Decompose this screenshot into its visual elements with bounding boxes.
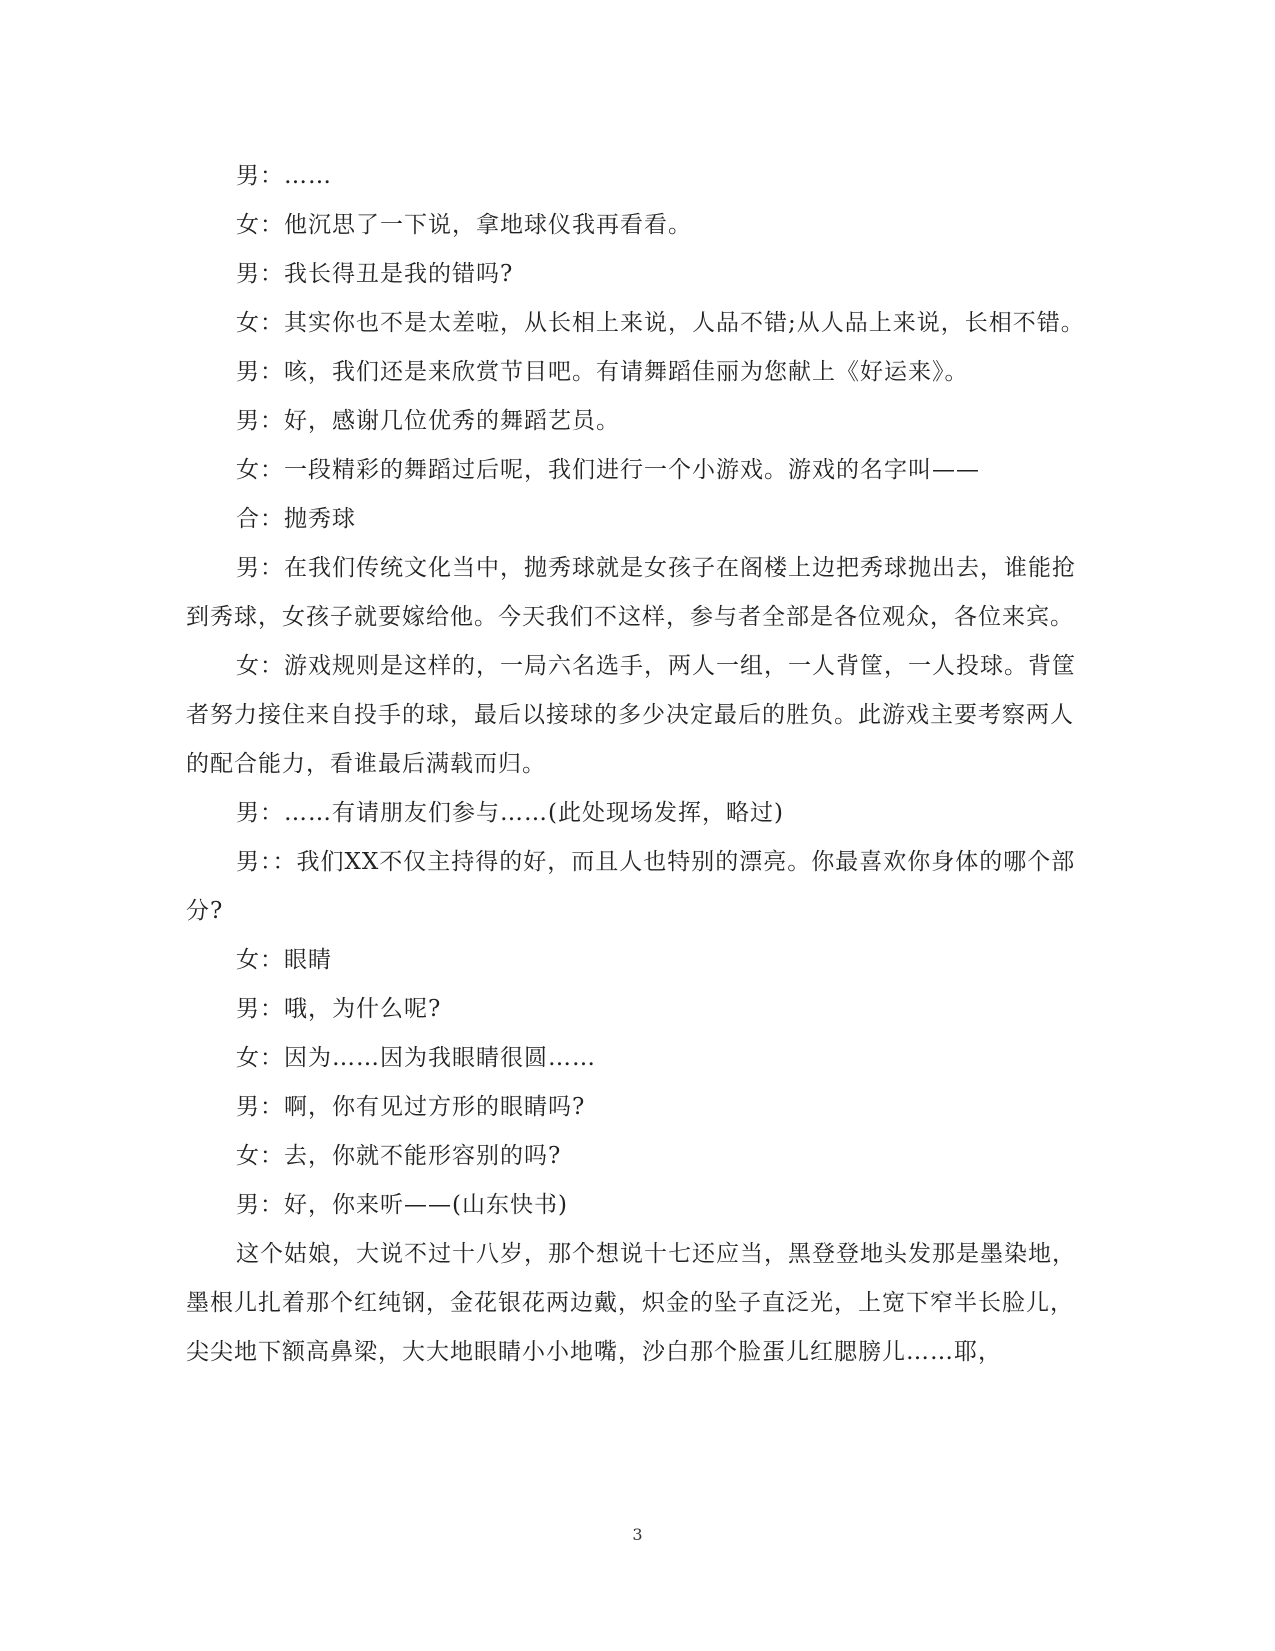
dialogue-line: 女：其实你也不是太差啦，从长相上来说，人品不错;从人品上来说，长相不错。 [236, 310, 1085, 336]
dialogue-line: 男：……有请朋友们参与……(此处现场发挥，略过) [236, 800, 784, 826]
dialogue-line: 男：在我们传统文化当中，抛秀球就是女孩子在阁楼上边把秀球抛出去，谁能抢到秀球，女孩子就要嫁给他。今天我们不这样，参与者全部是各位观众，各位来宾。 [186, 555, 1076, 630]
dialogue-line: 男：哦，为什么呢? [236, 996, 442, 1022]
dialogue-line: 男：…… [236, 163, 332, 189]
dialogue-line: 女：因为……因为我眼睛很圆…… [236, 1045, 596, 1071]
dialogue-line: 合：抛秀球 [236, 506, 356, 532]
dialogue-line: 男：啊，你有见过方形的眼睛吗? [236, 1094, 586, 1120]
dialogue-line: 女：他沉思了一下说，拿地球仪我再看看。 [236, 212, 692, 238]
page-number: 3 [632, 1525, 643, 1544]
dialogue-line: 男：咳，我们还是来欣赏节目吧。有请舞蹈佳丽为您献上《好运来》。 [236, 359, 969, 385]
verse-paragraph: 这个姑娘，大说不过十八岁，那个想说十七还应当，黑登登地头发那是墨染地，墨根儿扎着那个红纯钢，金花银花两边戴，炽金的坠子直泛光，上宽下窄半长脸儿，尖尖地下额高鼻梁，大大地眼睛小小地嘴，沙白那个脸蛋儿红腮膀儿……耶， [186, 1241, 1076, 1365]
document-body [186, 152, 1086, 1377]
dialogue-line: 女：去，你就不能形容别的吗? [236, 1143, 562, 1169]
dialogue-line: 女：一段精彩的舞蹈过后呢，我们进行一个小游戏。游戏的名字叫—— [236, 457, 980, 483]
dialogue-line: 男：我长得丑是我的错吗? [236, 261, 514, 287]
dialogue-line: 男：好，你来听——(山东快书) [236, 1192, 568, 1218]
dialogue-line: 女：眼睛 [236, 947, 332, 973]
dialogue-line: 女：游戏规则是这样的，一局六名选手，两人一组，一人背筐，一人投球。背筐者努力接住来自投手的球，最后以接球的多少决定最后的胜负。此游戏主要考察两人的配合能力，看谁最后满载而归。 [186, 653, 1076, 777]
dialogue-line: 男：：我们XX不仅主持得的好，而且人也特别的漂亮。你最喜欢你身体的哪个部分? [186, 849, 1076, 924]
dialogue-line: 男：好，感谢几位优秀的舞蹈艺员。 [236, 408, 620, 434]
